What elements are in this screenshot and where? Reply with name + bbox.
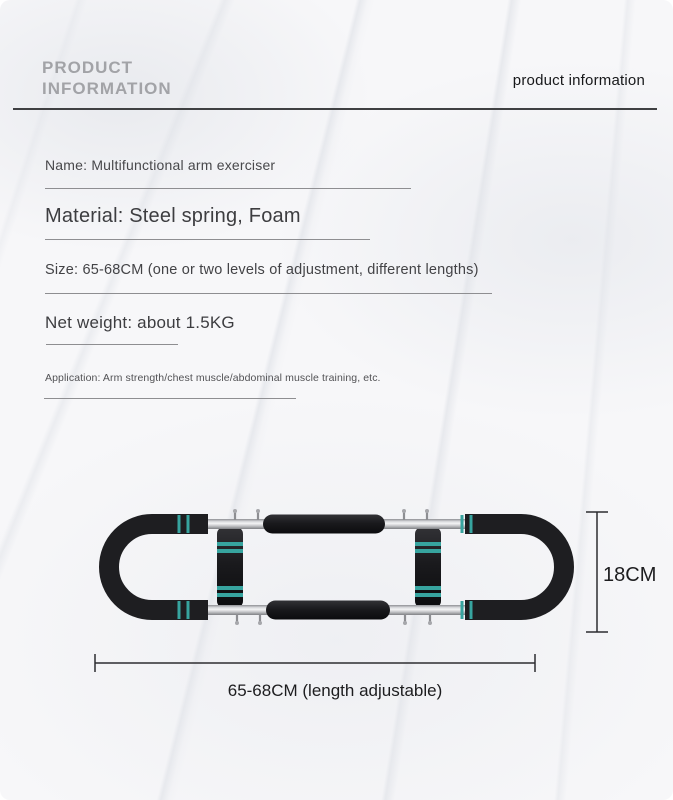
spec-material-underline <box>45 239 370 240</box>
page-subtitle: product information <box>512 72 645 89</box>
foam-pad-bottom <box>266 601 390 620</box>
spec-net-weight: Net weight: about 1.5KG <box>45 313 235 332</box>
spec-name: Name: Multifunctional arm exerciser <box>45 157 276 173</box>
spec-application-underline <box>44 398 296 399</box>
spec-size-underline <box>45 293 492 294</box>
header-divider <box>13 108 657 110</box>
vertical-grip-left <box>217 527 243 608</box>
u-handle-left <box>109 524 208 610</box>
u-handle-right <box>465 524 564 610</box>
spec-name-underline <box>45 188 411 189</box>
page-title-line2: INFORMATION <box>42 79 172 98</box>
vertical-grip-right <box>415 527 441 608</box>
spec-size: Size: 65-68CM (one or two levels of adjustment, different lengths) <box>45 262 479 278</box>
page-title-line1: PRODUCT <box>42 58 134 77</box>
length-dimension-line <box>95 654 535 672</box>
foam-pad-top <box>263 515 385 534</box>
spec-application: Application: Arm strength/chest muscle/abdominal muscle training, etc. <box>45 372 381 384</box>
spec-material: Material: Steel spring, Foam <box>45 205 301 227</box>
page-title <box>42 57 172 99</box>
product-illustration <box>0 480 673 730</box>
spec-net-weight-underline <box>46 344 178 345</box>
height-dimension-label: 18CM <box>603 564 657 586</box>
length-dimension-label: 65-68CM (length adjustable) <box>227 681 443 700</box>
